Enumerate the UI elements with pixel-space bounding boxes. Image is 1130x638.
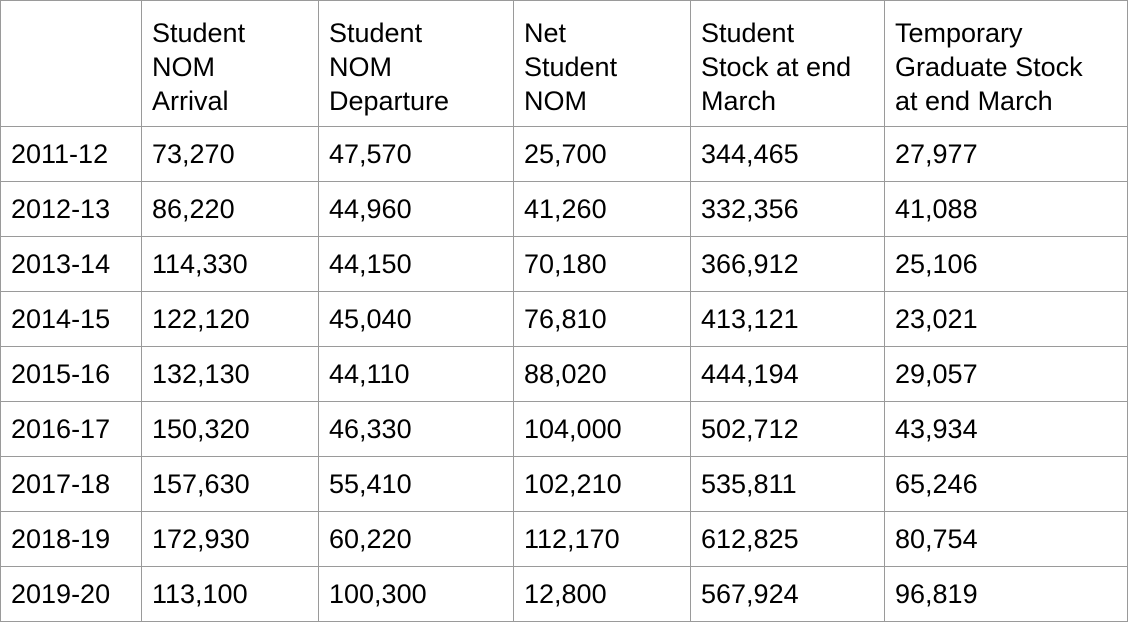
table-row [1, 402, 1128, 457]
table-body [1, 127, 1128, 622]
table-row [1, 347, 1128, 402]
arrival-cell: 86,220 [142, 182, 319, 237]
year-cell: 2015-16 [1, 347, 142, 402]
year-cell: 2019-20 [1, 567, 142, 622]
student-stock-cell: 366,912 [691, 237, 885, 292]
header-line: Departure [329, 86, 450, 116]
header-cell-student-stock [691, 1, 885, 127]
header-line: NOM [152, 52, 215, 82]
header-line: Stock at end [701, 52, 852, 82]
arrival-cell: 157,630 [142, 457, 319, 512]
header-cell-student-nom-departure [319, 1, 514, 127]
departure-cell: 44,110 [319, 347, 514, 402]
arrival-cell: 113,100 [142, 567, 319, 622]
departure-cell: 47,570 [319, 127, 514, 182]
header-row [1, 1, 1128, 127]
header-cell-student-nom-arrival [142, 1, 319, 127]
header-line: Student [524, 52, 618, 82]
arrival-cell: 122,120 [142, 292, 319, 347]
table-row [1, 457, 1128, 512]
departure-cell: 46,330 [319, 402, 514, 457]
table-row [1, 182, 1128, 237]
graduate-stock-cell: 41,088 [885, 182, 1128, 237]
graduate-stock-cell: 96,819 [885, 567, 1128, 622]
header-line: Temporary [895, 18, 1023, 48]
student-stock-cell: 535,811 [691, 457, 885, 512]
graduate-stock-cell: 27,977 [885, 127, 1128, 182]
header-line: at end March [895, 86, 1053, 116]
table-row [1, 237, 1128, 292]
year-cell: 2016-17 [1, 402, 142, 457]
graduate-stock-cell: 65,246 [885, 457, 1128, 512]
student-stock-cell: 413,121 [691, 292, 885, 347]
header-line: March [701, 86, 777, 116]
year-cell: 2018-19 [1, 512, 142, 567]
student-stock-cell: 344,465 [691, 127, 885, 182]
net-cell: 112,170 [514, 512, 691, 567]
table-header [1, 1, 1128, 127]
arrival-cell: 150,320 [142, 402, 319, 457]
header-line: Student [329, 18, 423, 48]
departure-cell: 60,220 [319, 512, 514, 567]
header-line: Student [152, 18, 246, 48]
net-cell: 12,800 [514, 567, 691, 622]
year-cell: 2013-14 [1, 237, 142, 292]
header-line: NOM [329, 52, 392, 82]
student-stock-cell: 332,356 [691, 182, 885, 237]
table-row [1, 567, 1128, 622]
graduate-stock-cell: 43,934 [885, 402, 1128, 457]
arrival-cell: 73,270 [142, 127, 319, 182]
net-cell: 88,020 [514, 347, 691, 402]
net-cell: 102,210 [514, 457, 691, 512]
student-stock-cell: 612,825 [691, 512, 885, 567]
departure-cell: 100,300 [319, 567, 514, 622]
table-row [1, 512, 1128, 567]
table-row [1, 127, 1128, 182]
net-cell: 76,810 [514, 292, 691, 347]
header-cell-temporary-graduate-stock [885, 1, 1128, 127]
departure-cell: 44,150 [319, 237, 514, 292]
header-cell-empty [1, 1, 142, 127]
year-cell: 2017-18 [1, 457, 142, 512]
graduate-stock-cell: 80,754 [885, 512, 1128, 567]
arrival-cell: 132,130 [142, 347, 319, 402]
departure-cell: 55,410 [319, 457, 514, 512]
year-cell: 2012-13 [1, 182, 142, 237]
student-stock-cell: 567,924 [691, 567, 885, 622]
year-cell: 2011-12 [1, 127, 142, 182]
departure-cell: 45,040 [319, 292, 514, 347]
graduate-stock-cell: 25,106 [885, 237, 1128, 292]
net-cell: 25,700 [514, 127, 691, 182]
net-cell: 104,000 [514, 402, 691, 457]
year-cell: 2014-15 [1, 292, 142, 347]
header-cell-net-student-nom [514, 1, 691, 127]
graduate-stock-cell: 29,057 [885, 347, 1128, 402]
header-line: NOM [524, 86, 587, 116]
arrival-cell: 114,330 [142, 237, 319, 292]
student-stock-cell: 502,712 [691, 402, 885, 457]
departure-cell: 44,960 [319, 182, 514, 237]
header-line: Graduate Stock [895, 52, 1083, 82]
graduate-stock-cell: 23,021 [885, 292, 1128, 347]
net-cell: 41,260 [514, 182, 691, 237]
student-stock-cell: 444,194 [691, 347, 885, 402]
arrival-cell: 172,930 [142, 512, 319, 567]
header-line: Net [524, 18, 567, 48]
net-cell: 70,180 [514, 237, 691, 292]
header-line: Arrival [152, 86, 229, 116]
header-line: Student [701, 18, 795, 48]
table-row [1, 292, 1128, 347]
